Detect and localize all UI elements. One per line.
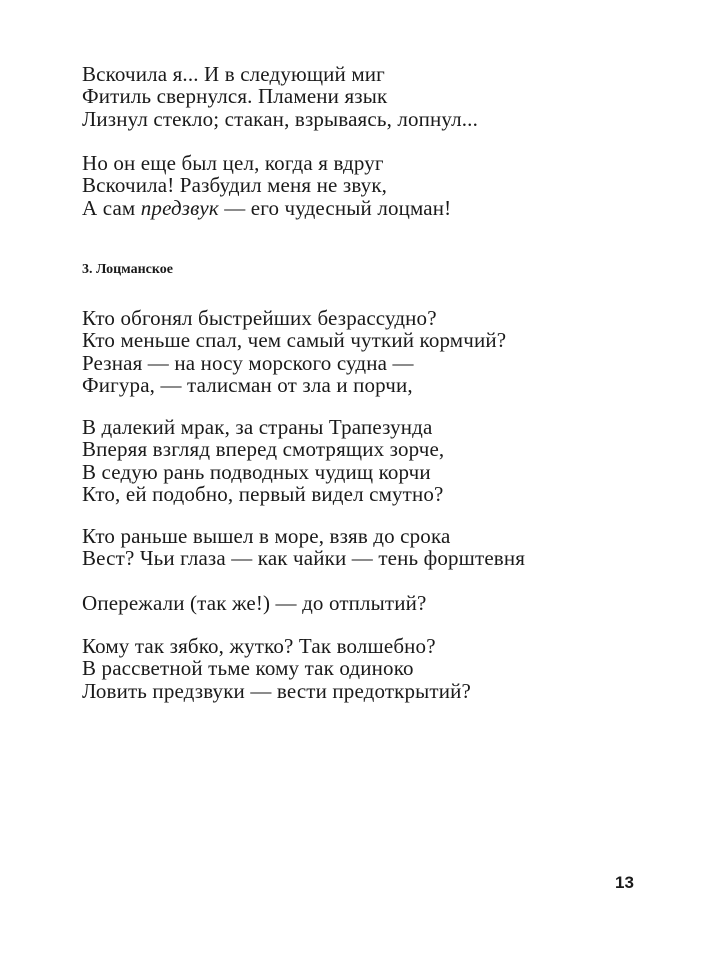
poem-line: В далекий мрак, за страны Трапезунда [82,415,433,439]
poem-stanza-5 [82,635,471,702]
poem-stanza-1 [82,307,506,396]
poem-line: Кто меньше спал, чем самый чуткий кормчий? [82,328,507,353]
poem-line: Но он еще был цел, когда я вдруг [82,151,384,175]
poem-line: Фитиль свернулся. Пламени язык [82,84,388,109]
poem-line: Опережали (так же!) — до отплытий? [82,591,427,615]
line-text-after: — его чудесный лоцман! [218,195,452,220]
poem-line: Кому так зябко, жутко? Так волшебно? [82,634,436,658]
poem-line: В седую рань подводных чудищ корчи [82,459,431,484]
poem-stanza-3 [82,525,525,570]
poem-line: В рассветной тьме кому так одиноко [82,656,414,681]
poem-line: Вперяя взгляд вперед смотрящих зорче, [82,437,445,462]
poem-stanza-2 [82,416,444,505]
poem-line: Кто раньше вышел в море, взяв до срока [82,524,451,548]
poem-continuation-stanza-1 [82,63,478,130]
poem-line: Вест? Чьи глаза — как чайки — тень форштевня [82,546,526,571]
poem-line: Фигура, — талисман от зла и порчи, [82,372,413,397]
poem-line: Вскочила! Разбудил меня не звук, [82,173,388,198]
poem-line: Вскочила я... И в следующий миг [82,62,385,86]
italic-word: предзвук [140,195,219,220]
poem-line-with-italic [82,197,451,219]
poem-line: Резная — на носу морского судна — [82,350,414,375]
page-number: 13 [615,873,634,892]
poem-line: Кто, ей подобно, первый видел смутно? [82,481,444,506]
poem-stanza-4 [82,592,427,614]
section-heading: 3. Лоцманское [82,262,173,277]
poem-line: Лизнул стекло; стакан, взрываясь, лопнул... [82,106,478,131]
line-text-before: А сам [82,195,141,220]
poem-line: Ловить предзвуки — вести предоткрытий? [82,678,472,703]
poem-continuation-stanza-2 [82,152,451,219]
poem-line: Кто обгонял быстрейших безрассудно? [82,306,437,330]
